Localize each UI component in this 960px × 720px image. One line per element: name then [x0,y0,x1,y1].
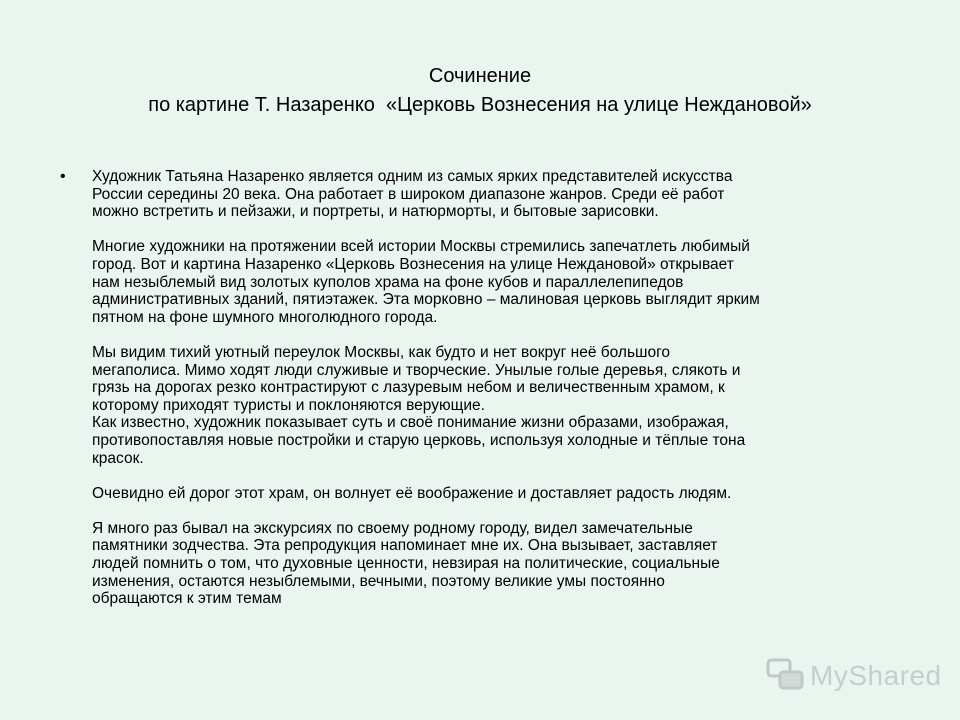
text-line: Многие художники на протяжении всей истории Москвы стремились запечатлеть любимый [92,238,750,256]
paragraph-5 [92,485,910,503]
text-line: памятники зодчества. Эта репродукция напоминает мне их. Она вызывает, заставляет [92,537,718,555]
text-line: город. Вот и картина Назаренко «Церковь Вознесения на улице Неждановой» открывает [92,255,734,273]
text-line: противопоставляя новые постройки и старую церковь, используя холодные и тёплые тона [92,431,746,449]
bullet-text [92,168,910,608]
text-line: красок. [92,449,144,467]
slide-title [0,62,960,120]
text-line: Мы видим тихий уютный переулок Москвы, как будто и нет вокруг неё большого [92,343,671,361]
text-line: грязь на дорогах резко контрастируют с лазуревым небом и величественным храмом, к [92,379,725,397]
slide-title-line-2: по картине Т. Назаренко «Церковь Вознесения на улице Неждановой» [148,94,812,116]
text-line: России середины 20 века. Она работает в широком диапазоне жанров. Среди её работ [92,185,725,203]
text-line: мегаполиса. Мимо ходят люди служивые и творческие. Унылые голые деревья, слякоть и [92,361,741,379]
text-line: можно встретить и пейзажи, и портреты, и натюрморты, и бытовые зарисовки. [92,203,659,221]
text-line: Я много раз бывал на экскурсиях по своему родному городу, видел замечательные [92,519,693,537]
text-line: людей помнить о том, что духовные ценности, невзирая на политические, социальные [92,555,720,573]
bullet-item [60,168,910,608]
text-line: обращаются к этим темам [92,590,282,608]
text-line: административных зданий, пятиэтажек. Эта морковно – малиновая церковь выглядит ярким [92,291,760,309]
myshared-watermark [766,656,942,696]
text-line: Очевидно ей дорог этот храм, он волнует её воображение и доставляет радость людям. [92,484,732,502]
text-line: Как известно, художник показывает суть и своё понимание жизни образами, изображая, [92,414,729,432]
text-line: нам незыблемый вид золотых куполов храма на фоне кубов и параллелепипедов [92,273,684,291]
paragraph-6 [92,520,910,608]
slide-body [60,168,910,608]
text-line: Художник Татьяна Назаренко является одним из самых ярких представителей искусства [92,168,733,185]
slide-title-line-1: Сочинение [428,65,532,87]
paragraph-4 [92,414,910,467]
text-line: которому приходят туристы и поклоняются верующие. [92,396,485,414]
paragraph-3 [92,344,910,414]
paragraph-2 [92,238,910,326]
text-line: изменения, остаются незыблемыми, вечными, поэтому великие умы постоянно [92,572,665,590]
bullet-dot: • [60,168,66,185]
text-line: пятном на фоне шумного многолюдного города. [92,308,438,326]
watermark-text: MyShared [810,660,942,691]
paragraph-1 [92,168,910,221]
myshared-logo-icon [766,658,806,694]
